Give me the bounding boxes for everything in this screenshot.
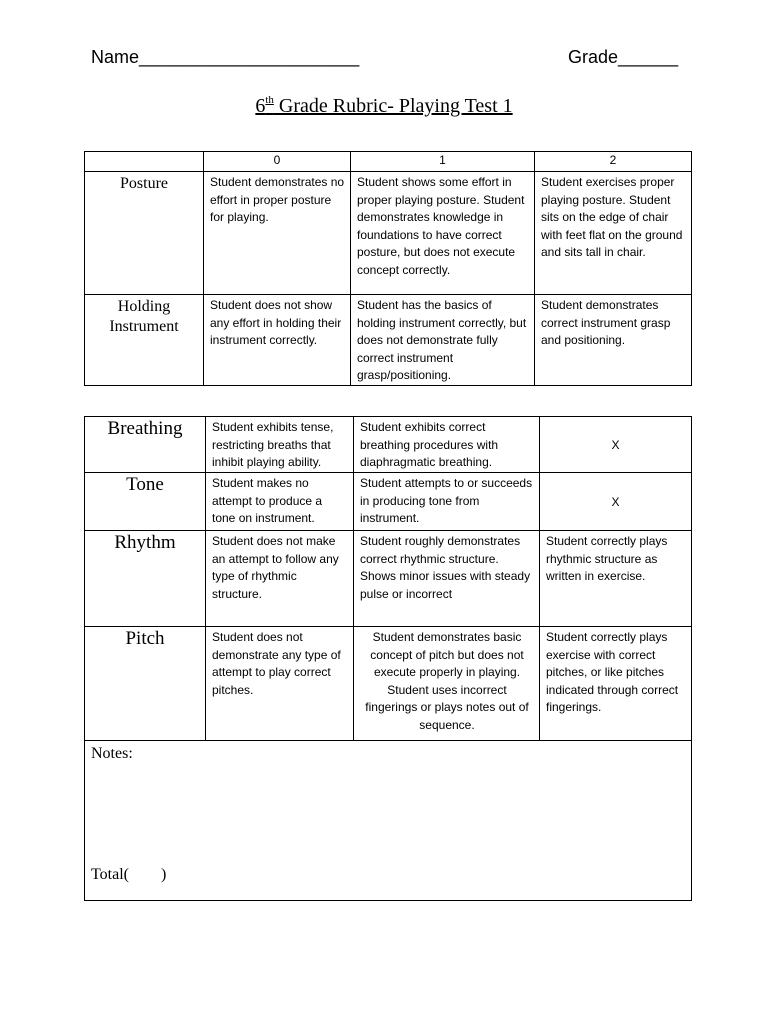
table-row-holding-instrument: [85, 295, 692, 386]
table1-header-row: [85, 152, 692, 172]
posture-score-1: Student shows some effort in proper playing posture. Student demonstrates knowledge in foundations to have correct posture, but does not execute concept correctly.: [351, 172, 535, 295]
rubric-table-2: [84, 416, 692, 901]
row-label-holding-instrument: Holding Instrument: [85, 295, 204, 386]
holding-score-1: Student has the basics of holding instrument correctly, but does not demonstrate fully correct instrument grasp/positioning.: [351, 295, 535, 386]
row-label-pitch: Pitch: [85, 627, 206, 741]
pitch-score-1: Student demonstrates basic concept of pitch but does not execute properly in playing. Student uses incorrect fingerings or plays notes out of sequence.: [354, 627, 540, 741]
header-empty: [85, 152, 204, 172]
title-superscript: th: [265, 94, 274, 106]
pitch-score-2: Student correctly plays exercise with correct pitches, or like pitches indicated through correct fingerings.: [540, 627, 692, 741]
table-row-breathing: [85, 417, 692, 473]
notes-row: [85, 741, 692, 901]
notes-label: Notes:: [91, 745, 133, 762]
notes-cell[interactable]: [85, 741, 692, 901]
rhythm-score-0: Student does not make an attempt to follow any type of rhythmic structure.: [206, 531, 354, 627]
holding-score-0: Student does not show any effort in holding their instrument correctly.: [204, 295, 351, 386]
row-label-breathing: Breathing: [85, 417, 206, 473]
table-row-tone: [85, 473, 692, 531]
name-field[interactable]: Name______________________: [91, 47, 360, 67]
row-label-posture: Posture: [85, 172, 204, 295]
pitch-score-0: Student does not demonstrate any type of attempt to play correct pitches.: [206, 627, 354, 741]
title-number: 6: [255, 95, 266, 117]
tone-score-1: Student attempts to or succeeds in producing tone from instrument.: [354, 473, 540, 531]
rubric-table-1: [84, 151, 692, 386]
breathing-score-0: Student exhibits tense, restricting breaths that inhibit playing ability.: [206, 417, 354, 473]
rhythm-score-2: Student correctly plays rhythmic structure as written in exercise.: [540, 531, 692, 627]
tone-score-0: Student makes no attempt to produce a tone on instrument.: [206, 473, 354, 531]
header-score-0: 0: [204, 152, 351, 172]
posture-score-0: Student demonstrates no effort in proper posture for playing.: [204, 172, 351, 295]
tone-score-2: X: [540, 473, 692, 531]
breathing-score-1: Student exhibits correct breathing procedures with diaphragmatic breathing.: [354, 417, 540, 473]
holding-score-2: Student demonstrates correct instrument grasp and positioning.: [535, 295, 692, 386]
header-score-1: 1: [351, 152, 535, 172]
rhythm-score-1: Student roughly demonstrates correct rhythmic structure. Shows minor issues with steady pulse or incorrect: [354, 531, 540, 627]
breathing-score-2: X: [540, 417, 692, 473]
row-label-rhythm: Rhythm: [85, 531, 206, 627]
table-row-rhythm: [85, 531, 692, 627]
header-score-2: 2: [535, 152, 692, 172]
total-label: Total( ): [91, 866, 167, 883]
title-text: Grade Rubric- Playing Test 1: [273, 95, 513, 117]
grade-field[interactable]: Grade______: [568, 47, 679, 67]
table-row-posture: [85, 172, 692, 295]
row-label-tone: Tone: [85, 473, 206, 531]
page-title: [0, 94, 768, 118]
posture-score-2: Student exercises proper playing posture. Student sits on the edge of chair with feet flat on the ground and sits tall in chair.: [535, 172, 692, 295]
table-row-pitch: [85, 627, 692, 741]
